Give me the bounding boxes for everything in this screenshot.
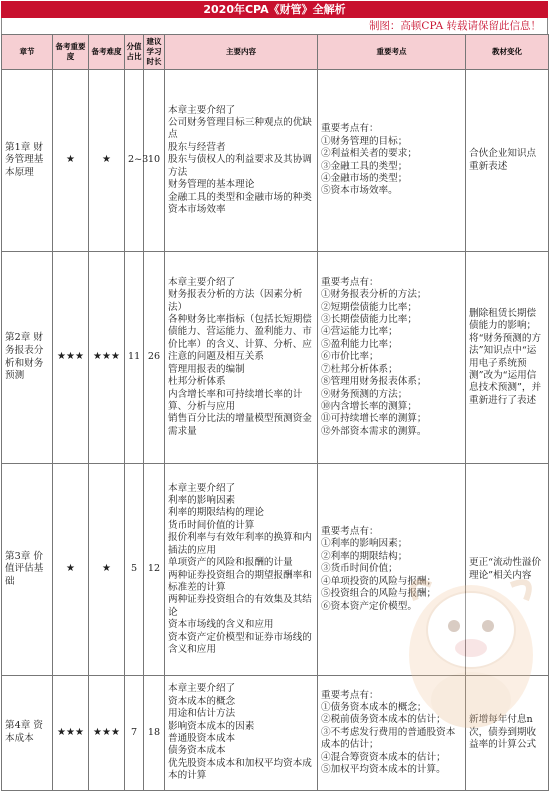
- content-cell: [165, 676, 318, 791]
- content-line: 财务管理的基本理论: [168, 179, 255, 191]
- content-line: 本章主要介绍了: [168, 104, 236, 116]
- header-content: 主要内容: [165, 35, 318, 70]
- content-line: 金融工具的类型和金融市场的种类: [168, 191, 312, 203]
- hours-cell: 12: [144, 464, 165, 676]
- point-line: ⑥资本资产定价模型。: [321, 600, 417, 612]
- point-line: ④金融市场的类型；: [321, 172, 408, 184]
- content-line: 公司财务管理目标三种观点的优缺点: [168, 117, 312, 141]
- content-line: 杜邦分析体系: [168, 376, 226, 388]
- score-cell: 7: [125, 676, 144, 791]
- content-line: 本章主要介绍了: [168, 482, 236, 494]
- content-cell: [165, 464, 318, 676]
- point-line: ④混合筹资资本成本的估计；: [321, 751, 446, 763]
- chapter-cell: 第2章 财务报表分析和财务预测: [2, 252, 53, 464]
- content-line: 利率的影响因素: [168, 495, 236, 507]
- hours-cell: 26: [144, 252, 165, 464]
- changes-cell: 删除租赁长期偿债能力的影响；将“财务预测的方法”知识点中“运用电子系统预测”改为“运用信息技术预测”，并重新进行了表述: [466, 252, 549, 464]
- header-hours: 建议学习时长: [144, 35, 165, 70]
- content-line: 报价利率与有效年利率的换算和内插法的应用: [168, 532, 312, 556]
- point-line: ⑤盈利能力比率；: [321, 338, 398, 350]
- point-line: ⑪可持续增长率的测算；: [321, 413, 427, 425]
- content-line: 优先股资本成本和加权平均资本成本的计算: [168, 757, 312, 782]
- credit-note: 制图：高顿CPA 转载请保留此信息！: [1, 18, 548, 34]
- content-line: 普通股资本成本: [168, 733, 236, 744]
- content-line: 两种证券投资组合的有效集及其结论: [168, 594, 312, 618]
- changes-cell: 更正“流动性溢价理论”相关内容: [466, 464, 549, 676]
- content-line: 两种证券投资组合的期望报酬率和标准差的计算: [168, 569, 312, 593]
- point-line: ②短期偿债能力比率；: [321, 301, 417, 313]
- point-line: ⑥市价比率；: [321, 351, 379, 363]
- point-line: ②利益相关者的要求；: [321, 148, 417, 160]
- header-difficulty: 备考难度: [89, 35, 125, 70]
- content-line: 股东与债权人的利益要求及其协调方法: [168, 154, 312, 178]
- point-line: ①债务资本成本的概念；: [321, 701, 427, 713]
- content-line: 各种财务比率指标（包括长短期偿债能力、营运能力、盈利能力、市价比率）的含义、计算、分析、应注意的问题及相互关系: [168, 314, 312, 363]
- hours-cell: 10: [144, 70, 165, 252]
- point-line: 重要考点有：: [321, 276, 379, 288]
- table-row: [2, 252, 549, 464]
- analysis-sheet: [1, 1, 548, 791]
- chapter-table: [1, 34, 549, 791]
- point-line: ⑨财务预测的方法；: [321, 388, 408, 400]
- changes-cell: 合伙企业知识点重新表述: [466, 70, 549, 252]
- point-line: ⑫外部资本需求的测算。: [321, 425, 427, 437]
- point-line: 重要考点有：: [321, 526, 379, 538]
- changes-cell: 新增每年付息n次，债券到期收益率的计算公式: [466, 676, 549, 791]
- content-line: 债务资本成本: [168, 745, 226, 757]
- content-line: 资本成本的概念: [168, 695, 236, 707]
- point-line: 重要考点有：: [321, 123, 379, 135]
- point-line: ①财务报表分析的方法；: [321, 289, 427, 301]
- difficulty-stars: ★: [89, 464, 125, 676]
- content-line: 资本市场效率: [168, 203, 226, 215]
- score-cell: 5: [125, 464, 144, 676]
- point-line: ⑧管理用财务报表体系；: [321, 376, 427, 388]
- content-cell: [165, 70, 318, 252]
- difficulty-stars: ★★★: [89, 676, 125, 791]
- header-score: 分值占比: [125, 35, 144, 70]
- difficulty-stars: ★★★: [89, 252, 125, 464]
- header-importance: 备考重要度: [53, 35, 89, 70]
- content-line: 销售百分比法的增量模型预测资金需求量: [168, 413, 312, 437]
- point-line: ③不考虑发行费用的普通股资本成本的估计；: [321, 726, 456, 751]
- importance-stars: ★★★: [53, 252, 89, 464]
- content-line: 货币时间价值的计算: [168, 519, 255, 531]
- header-chapter: 章节: [2, 35, 53, 70]
- table-row: [2, 676, 549, 791]
- table-row: [2, 70, 549, 252]
- importance-stars: ★★★: [53, 676, 89, 791]
- point-line: ④营运能力比率；: [321, 326, 398, 338]
- page-title: 2020年CPA《财管》全解析: [1, 1, 548, 18]
- point-line: ④单项投资的风险与报酬；: [321, 575, 437, 587]
- chapter-cell: 第4章 资本成本: [2, 676, 53, 791]
- importance-stars: ★: [53, 70, 89, 252]
- header-changes: 教材变化: [466, 35, 549, 70]
- point-line: ⑩内含增长率的测算；: [321, 400, 417, 412]
- points-cell: [318, 252, 466, 464]
- content-line: 利率的期限结构的理论: [168, 507, 264, 519]
- points-cell: [318, 676, 466, 791]
- content-line: 资本市场线的含义和应用: [168, 619, 274, 631]
- chapter-cell: 第3章 价值评估基础: [2, 464, 53, 676]
- content-line: 单项资产的风险和报酬的计量: [168, 557, 293, 569]
- score-cell: 2~3: [125, 70, 144, 252]
- score-cell: 11: [125, 252, 144, 464]
- content-line: 本章主要介绍了: [168, 683, 236, 695]
- point-line: ⑤加权平均资本成本的计算。: [321, 764, 446, 776]
- point-line: ①利率的影响因素；: [321, 538, 408, 550]
- content-line: 财务报表分析的方法（因素分析法）: [168, 289, 303, 313]
- points-cell: [318, 464, 466, 676]
- point-line: 重要考点有：: [321, 689, 379, 701]
- point-line: ⑤资本市场效率。: [321, 185, 398, 197]
- table-row: [2, 464, 549, 676]
- table-header-row: [2, 35, 549, 70]
- content-line: 本章主要介绍了: [168, 276, 236, 288]
- chapter-cell: 第1章 财务管理基本原理: [2, 70, 53, 252]
- content-line: 用途和估计方法: [168, 708, 236, 720]
- content-line: 管理用报表的编制: [168, 363, 245, 375]
- point-line: ⑤投资组合的风险与报酬；: [321, 588, 437, 600]
- importance-stars: ★: [53, 464, 89, 676]
- point-line: ③长期偿债能力比率；: [321, 314, 417, 326]
- content-line: 资本资产定价模型和证券市场线的含义和应用: [168, 631, 312, 655]
- content-line: 内含增长率和可持续增长率的计算、分析与应用: [168, 388, 303, 412]
- point-line: ②利率的期限结构；: [321, 550, 408, 562]
- point-line: ⑦杜邦分析体系；: [321, 363, 398, 375]
- content-line: 股东与经营者: [168, 141, 226, 153]
- hours-cell: 18: [144, 676, 165, 791]
- point-line: ③金融工具的类型；: [321, 160, 408, 172]
- point-line: ①财务管理的目标；: [321, 135, 408, 147]
- points-cell: [318, 70, 466, 252]
- content-line: 影响资本成本的因素: [168, 720, 255, 732]
- point-line: ②税前债务资本成本的估计；: [321, 714, 446, 726]
- header-points: 重要考点: [318, 35, 466, 70]
- content-cell: [165, 252, 318, 464]
- point-line: ③货币时间价值；: [321, 563, 398, 575]
- difficulty-stars: ★: [89, 70, 125, 252]
